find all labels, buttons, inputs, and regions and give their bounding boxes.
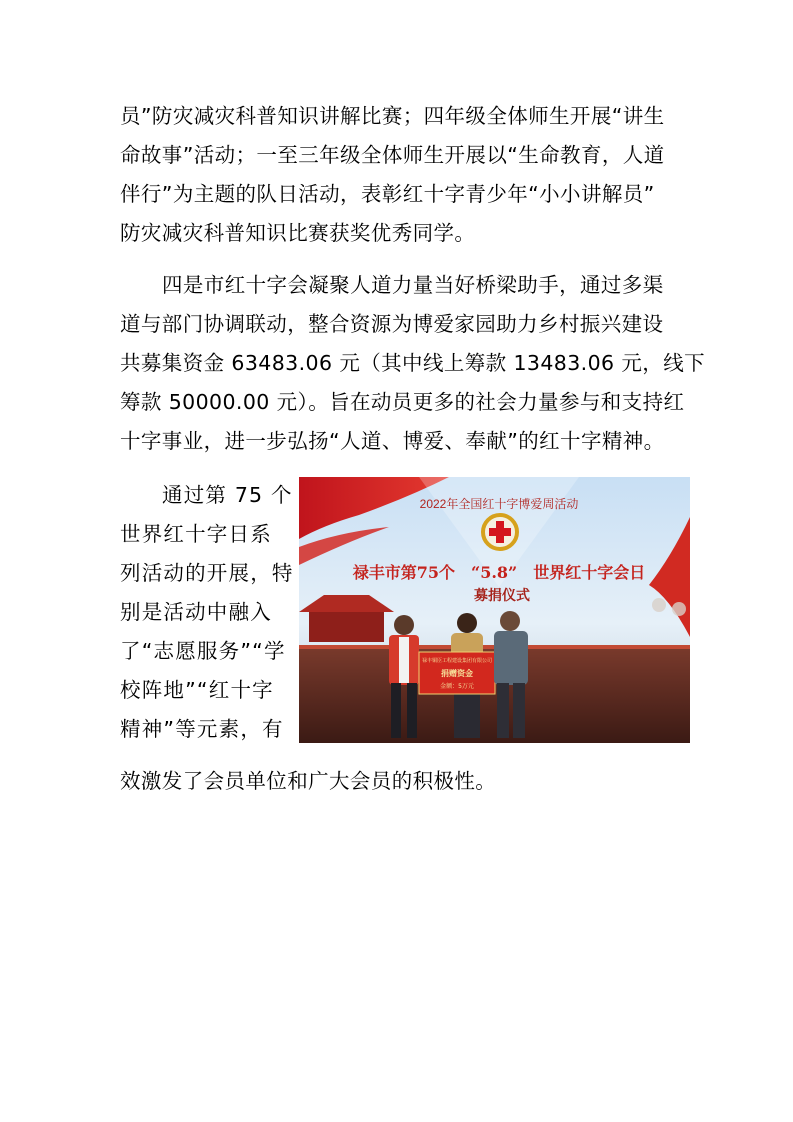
banner-main-text: 禄丰市第75个 “5.8” 世界红十字会日 bbox=[352, 563, 646, 582]
event-photo bbox=[299, 477, 690, 743]
paragraph-3-line-4: 别是活动中融入 bbox=[120, 600, 272, 624]
paragraph-2-line-3: 共募集资金 63483.06 元（其中线上筹款 13483.06 元，线下 bbox=[120, 351, 705, 375]
paragraph-3-line-3: 列活动的开展，特 bbox=[120, 561, 294, 585]
board-header-text: 禄丰铜臣工程建设集团有限公司 bbox=[421, 658, 493, 664]
banner-sub-text: 募捐仪式 bbox=[474, 588, 530, 604]
paragraph-2-line-2: 道与部门协调联动，整合资源为博爱家园助力乡村振兴建设 bbox=[120, 312, 664, 336]
banner-top-text: 2022年全国红十字博爱周活动 bbox=[419, 497, 579, 511]
paragraph-2-line-1: 四是市红十字会凝聚人道力量当好桥梁助手，通过多渠 bbox=[162, 273, 664, 297]
paragraph-2-line-5: 十字事业，进一步弘扬“人道、博爱、奉献”的红十字精神。 bbox=[120, 429, 665, 453]
paragraph-1-line-1: 员”防灾减灾科普知识讲解比赛；四年级全体师生开展“讲生 bbox=[120, 104, 665, 128]
paragraph-3-line-6: 校阵地”“红十字 bbox=[120, 678, 274, 702]
paragraph-3-line-7: 精神”等元素，有 bbox=[120, 717, 284, 741]
board-title-text: 捐赠资金 bbox=[441, 668, 473, 678]
paragraph-3-line-2: 世界红十字日系 bbox=[120, 522, 272, 546]
paragraph-3-line-5: 了“志愿服务”“学 bbox=[120, 639, 286, 663]
paragraph-1-line-3: 伴行”为主题的队日活动，表彰红十字青少年“小小讲解员” bbox=[120, 182, 655, 206]
paragraph-2-line-4: 筹款 50000.00 元）。旨在动员更多的社会力量参与和支持红 bbox=[120, 390, 685, 414]
board-amount-text: 金额：5万元 bbox=[440, 683, 474, 690]
paragraph-1-line-4: 防灾减灾科普知识比赛获奖优秀同学。 bbox=[120, 221, 476, 245]
paragraph-1-line-2: 命故事”活动；一至三年级全体师生开展以“生命教育，人道 bbox=[120, 143, 665, 167]
paragraph-3-line-8: 效激发了会员单位和广大会员的积极性。 bbox=[120, 769, 497, 793]
paragraph-3-line-1: 通过第 75 个 bbox=[162, 483, 293, 507]
